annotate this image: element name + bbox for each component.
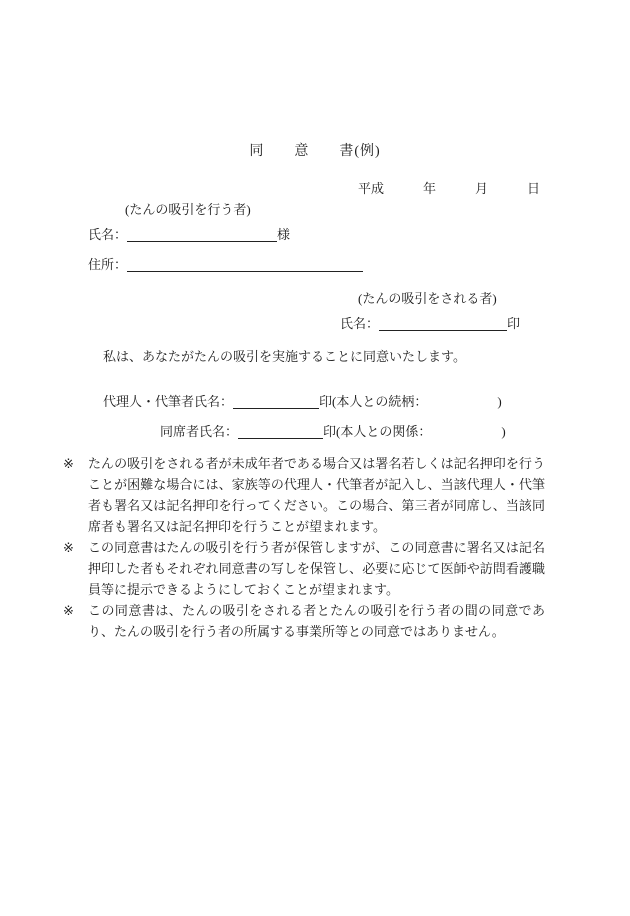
address-line [88, 254, 363, 273]
address-label: 住所： [88, 257, 128, 272]
note-marker: ※ [63, 540, 74, 555]
performer-name-blank [127, 229, 277, 242]
note-text: たんの吸引をされる者が未成年者である場合又は署名若しくは記名押印を行うことが困難な場合には、家族等の代理人・代筆者が記入し、当該代理人・代筆者も署名又は記名押印を行ってください。この場合、第三者が同席し、当該同席者も署名又は記名押印を行うことが望まれます。 [88, 456, 545, 534]
note-marker: ※ [63, 456, 74, 471]
performer-name-line [88, 224, 290, 243]
witness-name-line [160, 421, 506, 440]
address-blank [127, 259, 363, 272]
performer-section-label: (たんの吸引を行う者) [125, 202, 251, 217]
notes-section [63, 453, 545, 642]
witness-name-blank [238, 426, 323, 439]
recipient-seal-suffix: 印 [507, 316, 521, 331]
proxy-name-blank [233, 396, 319, 409]
proxy-seal-suffix: 印(本人との続柄： [319, 394, 428, 409]
witness-name-label: 同席者氏名： [160, 424, 239, 439]
recipient-name-blank [379, 318, 507, 331]
note-item [63, 537, 545, 600]
recipient-name-label: 氏名： [340, 316, 380, 331]
consent-statement: 私は、あなたがたんの吸引を実施することに同意いたします。 [103, 349, 466, 364]
proxy-name-line [103, 391, 502, 410]
proxy-name-label: 代理人・代筆者氏名： [103, 394, 234, 409]
date-line: 平成 年 月 日 [357, 181, 540, 196]
note-text: この同意書は、たんの吸引をされる者とたんの吸引を行う者の間の同意であり、たんの吸引を行う者の所属する事業所等との同意ではありません。 [88, 603, 545, 639]
note-item [63, 453, 545, 537]
proxy-paren-close: ) [497, 394, 502, 409]
witness-seal-suffix: 印(本人との関係： [323, 424, 432, 439]
witness-paren-close: ) [501, 424, 506, 439]
note-marker: ※ [63, 603, 74, 618]
performer-name-label: 氏名： [88, 227, 128, 242]
recipient-section-label: (たんの吸引をされる者) [358, 291, 497, 306]
performer-name-suffix: 様 [277, 227, 291, 242]
document-title: 同 意 書(例) [249, 144, 381, 159]
recipient-name-line [340, 313, 520, 332]
note-item [63, 600, 545, 642]
note-text: この同意書はたんの吸引を行う者が保管しますが、この同意書に署名又は記名押印した者もそれぞれ同意書の写しを保管し、必要に応じて医師や訪問看護職員等に提示できるようにしておくことが望まれます。 [88, 540, 545, 597]
